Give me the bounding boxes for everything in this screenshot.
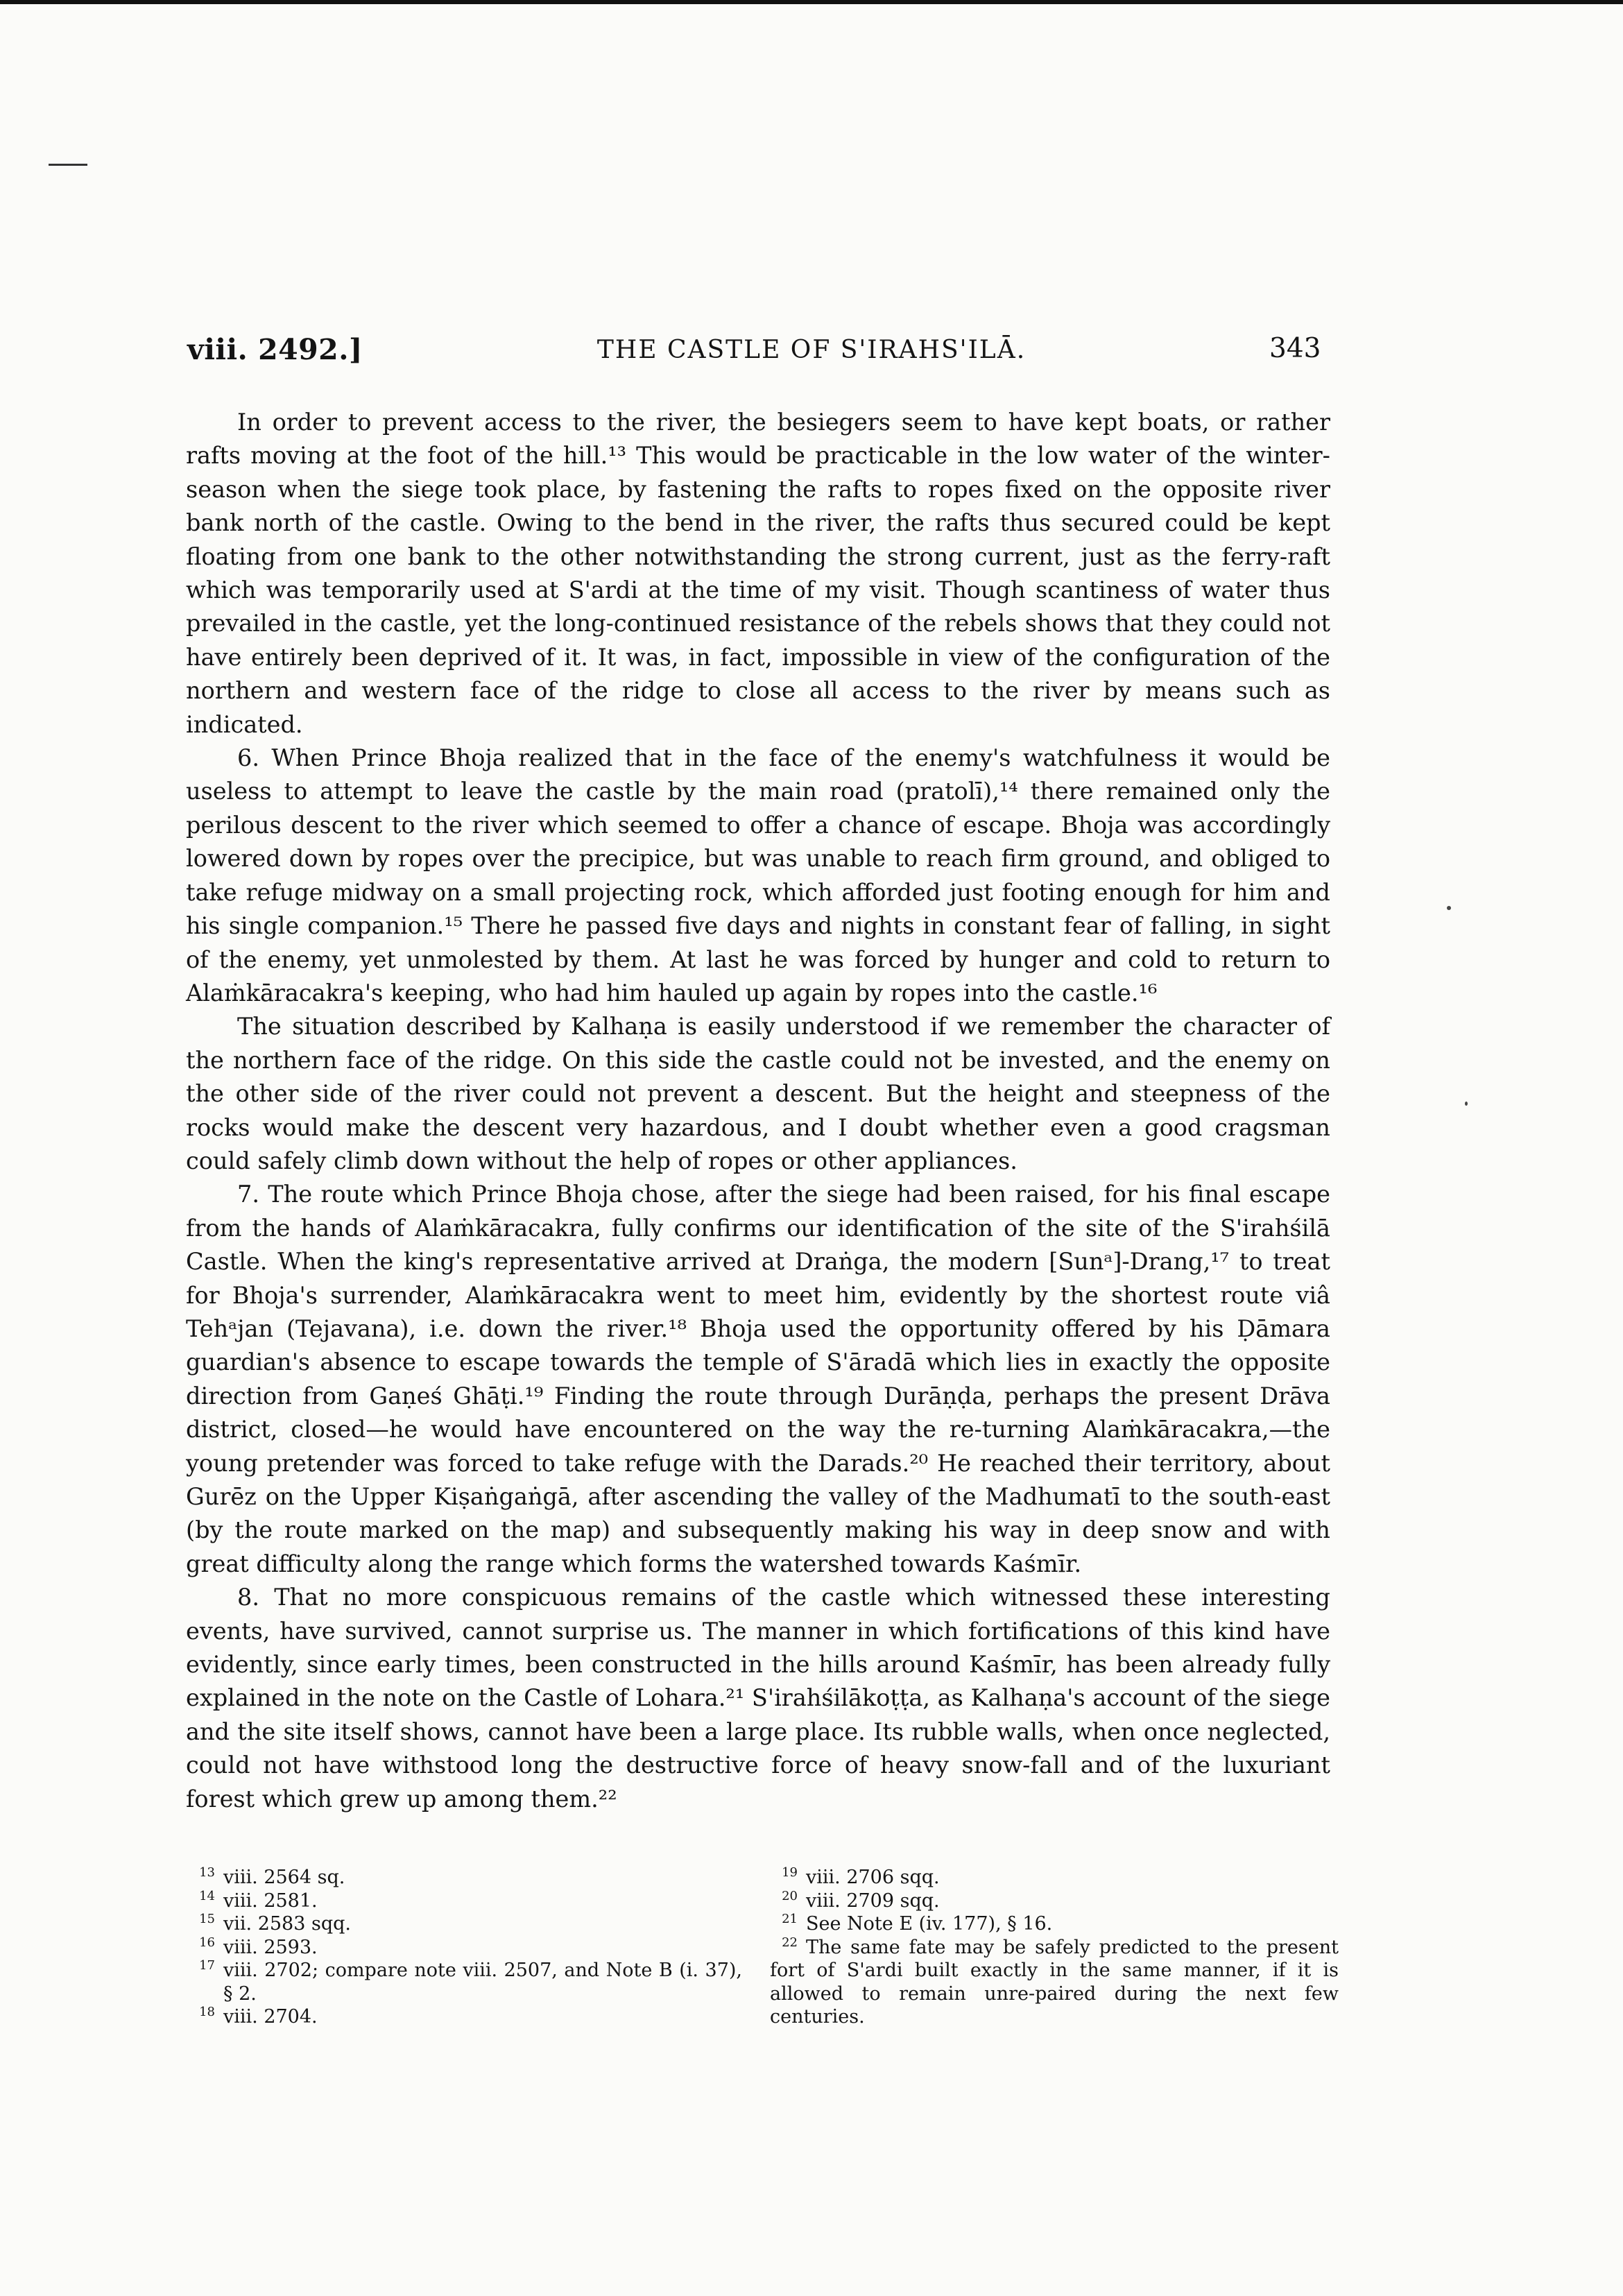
top-border xyxy=(0,0,1623,4)
header-title: THE CASTLE OF S'IRAHS'ILĀ. xyxy=(596,336,1027,364)
footnote-number: 22 xyxy=(782,1935,798,1950)
footnote-text: viii. 2564 sq. xyxy=(223,1867,345,1888)
footnote-number: 13 xyxy=(199,1865,215,1880)
footnote xyxy=(187,1959,742,2005)
footnote-number: 18 xyxy=(199,2005,215,2019)
paragraph: The situation described by Kalhaṇa is easily understood if we remember the character of the northern face of the ridge. On this side the castle could not be invested, and the enemy on the other side of the river could not prevent a descent. But the height and steepness of the rocks would make the descent very hazardous, and I doubt whether even a good cragsman could safely climb down without the help of ropes or other appliances. xyxy=(186,1013,1330,1174)
footnote-text: viii. 2709 sqq. xyxy=(806,1890,940,1912)
footnote xyxy=(770,1890,1339,1913)
footnote xyxy=(187,1936,742,1960)
footnote-text: viii. 2581. xyxy=(223,1890,318,1912)
footnote xyxy=(187,1890,742,1913)
footnotes-right xyxy=(770,1866,1339,2029)
footnote-text: viii. 2593. xyxy=(223,1936,318,1958)
footnote xyxy=(770,1936,1339,2029)
ink-speck xyxy=(1465,1102,1468,1106)
footnote-number: 15 xyxy=(199,1912,215,1926)
footnote-number: 14 xyxy=(199,1888,215,1903)
main-text xyxy=(186,406,1330,1816)
running-header xyxy=(0,333,1623,375)
footnote-text: See Note E (iv. 177), § 16. xyxy=(806,1913,1053,1935)
footnotes-left xyxy=(187,1866,742,2029)
footnote-number: 17 xyxy=(199,1958,215,1973)
footnote-number: 19 xyxy=(782,1865,798,1880)
paragraph: In order to prevent access to the river, the besiegers seem to have kept boats, or rather rafts moving at the foot of the hill.¹³ This would be practicable in the low water of the winter-season when the siege took place, by fastening the rafts to ropes fixed on the opposite river bank north of the castle. Owing to the bend in the river, the rafts thus secured could be kept floating from one bank to the other notwithstanding the strong current, just as the ferry-raft which was temporarily used at S'ardi at the time of my visit. Though scantiness of water thus prevailed in the castle, yet the long-continued resistance of the rebels shows that they could not have entirely been deprived of it. It was, in fact, impossible in view of the configuration of the northern and western face of the ridge to close all access to the river by means such as indicated. xyxy=(186,409,1330,738)
paragraph-section-8: 8. That no more conspicuous remains of the castle which witnessed these interesting events, have survived, cannot surprise us. The manner in which fortifications of this kind have evidently, since early times, been constructed in the hills around Kaśmīr, has been already fully explained in the note on the Castle of Lohara.²¹ S'irahśilākoṭṭa, as Kalhaṇa's account of the siege and the site itself shows, cannot have been a large place. Its rubble walls, when once neglected, could not have withstood long the destructive force of heavy snow-fall and of the luxuriant forest which grew up among them.²² xyxy=(186,1584,1330,1813)
paragraph-section-7: 7. The route which Prince Bhoja chose, after the siege had been raised, for his final escape from the hands of Alaṁkāracakra, fully confirms our identification of the site of the S'irahśilā Castle. When the king's representative arrived at Draṅga, the modern [Sunᵃ]-Drang,¹⁷ to treat for Bhoja's surrender, Alaṁkāracakra went to meet him, evidently by the shortest route viâ Tehᵃjan (Tejavana), i.e. down the river.¹⁸ Bhoja used the opportunity offered by his Ḍāmara guardian's absence to escape towards the temple of S'āradā which lies in exactly the opposite direction from Gaṇeś Ghāṭi.¹⁹ Finding the route through Durāṇḍa, perhaps the present Drāva district, closed—he would have encountered on the way the re-turning Alaṁkāracakra,—the young pretender was forced to take refuge with the Darads.²⁰ He reached their territory, about Gurēz on the Upper Kiṣaṅgaṅgā, after ascending the valley of the Madhumatī to the south-east (by the route marked on the map) and subsequently making his way in deep snow and with great difficulty along the range which forms the watershed towards Kaśmīr. xyxy=(186,1181,1330,1577)
footnote-number: 21 xyxy=(782,1912,798,1926)
footnote-text: viii. 2706 sqq. xyxy=(806,1867,940,1888)
footnote-text: The same fate may be safely predicted to the present fort of S'ardi built exactly in the same manner, if it is allowed to remain unre-paired during the next few centuries. xyxy=(770,1936,1339,2028)
page-number: 343 xyxy=(1269,333,1321,364)
footnote-text: vii. 2583 sqq. xyxy=(223,1913,351,1935)
footnote xyxy=(770,1912,1339,1936)
footnote-text: viii. 2704. xyxy=(223,2006,318,2028)
header-section-ref: viii. 2492.] xyxy=(187,333,363,366)
footnote-number: 16 xyxy=(199,1935,215,1950)
footnote xyxy=(187,2005,742,2029)
footnote-text: viii. 2702; compare note viii. 2507, and Note B (i. 37), § 2. xyxy=(223,1960,742,2005)
footnote xyxy=(770,1866,1339,1890)
paragraph-section-6: 6. When Prince Bhoja realized that in the face of the enemy's watchfulness it would be useless to attempt to leave the castle by the main road (pratolī),¹⁴ there remained only the perilous descent to the river which seemed to offer a chance of escape. Bhoja was accordingly lowered down by ropes over the precipice, but was unable to reach firm ground, and obliged to take refuge midway on a small projecting rock, which afforded just footing enough for him and his single companion.¹⁵ There he passed five days and nights in constant fear of falling, in sight of the enemy, yet unmolested by them. At last he was forced by hunger and cold to return to Alaṁkāracakra's keeping, who had him hauled up again by ropes into the castle.¹⁶ xyxy=(186,744,1330,1006)
footnote xyxy=(187,1912,742,1936)
footnote-number: 20 xyxy=(782,1888,798,1903)
ink-speck xyxy=(1447,906,1451,910)
stray-pen-mark xyxy=(49,164,87,166)
footnote xyxy=(187,1866,742,1890)
